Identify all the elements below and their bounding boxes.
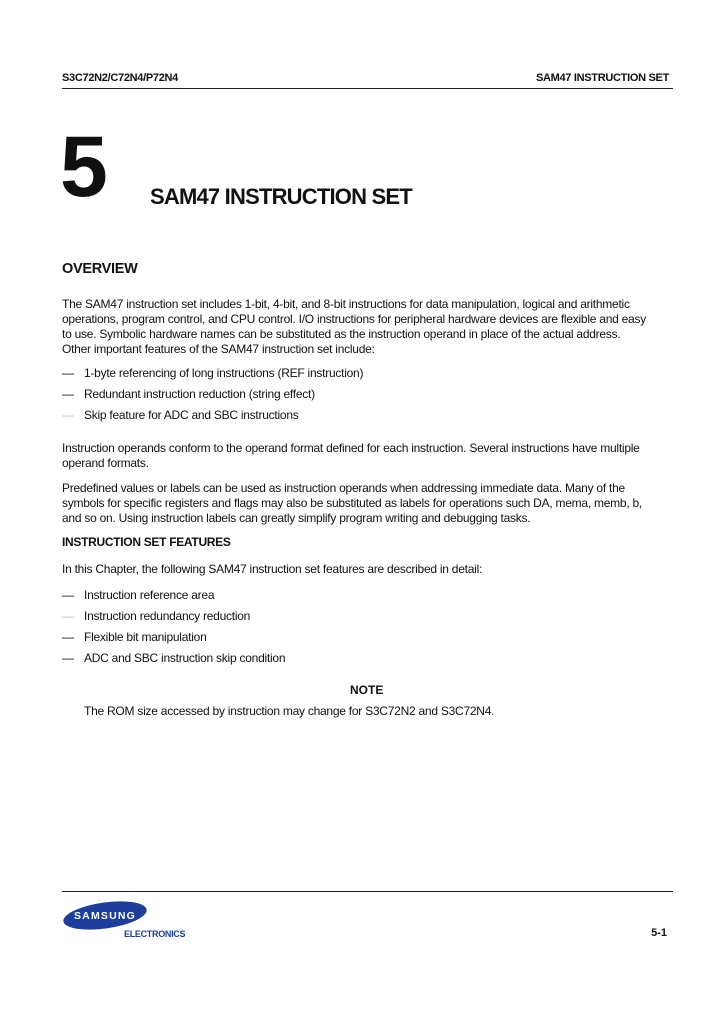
electronics-label: ELECTRONICS [124,929,186,939]
dash-bullet: — [62,366,74,380]
list-item-text: Flexible bit manipulation [84,630,207,644]
doc-part-number: S3C72N2/C72N4/P72N4 [62,72,178,84]
text-line: Predefined values or labels can be used as instruction operands when addressing immediate data. Many of the [62,481,625,495]
predefined-paragraph [62,481,682,526]
note-title: NOTE [350,683,384,697]
text-line: symbols for specific registers and flags may also be substituted as labels for operations such DA, mema, memb, b, [62,496,643,510]
text-line: operand formats. [62,456,149,470]
features-heading: INSTRUCTION SET FEATURES [62,535,231,549]
dash-bullet: — [62,630,74,644]
chapter-number: 5 [60,119,106,215]
note-text: The ROM size accessed by instruction may change for S3C72N2 and S3C72N4. [84,704,495,718]
list-item [62,630,207,645]
features-intro: In this Chapter, the following SAM47 instruction set features are described in detail: [62,562,483,576]
list-item [62,609,250,624]
chapter-title: SAM47 INSTRUCTION SET [150,184,412,209]
dash-bullet: — [62,651,74,665]
list-item-text: Instruction reference area [84,588,215,602]
footer-rule [62,891,673,892]
list-item [62,387,315,402]
dash-bullet: — [62,387,74,401]
list-item-text: ADC and SBC instruction skip condition [84,651,286,665]
operands-paragraph [62,441,682,471]
dash-bullet: — [62,609,74,623]
list-item [62,651,285,666]
list-item-text: Redundant instruction reduction (string effect) [84,387,315,401]
list-item-text: 1-byte referencing of long instructions (REF instruction) [84,366,364,380]
list-item [62,366,363,381]
text-line: operations, program control, and CPU control. I/O instructions for peripheral hardware devices are flexible and easy [62,312,646,326]
list-item-text: Skip feature for ADC and SBC instructions [84,408,299,422]
overview-heading: OVERVIEW [62,261,138,277]
list-item [62,588,214,603]
list-item [62,408,299,423]
text-line: Other important features of the SAM47 instruction set include: [62,342,375,356]
doc-section-title: SAM47 INSTRUCTION SET [535,72,669,84]
logo-wordmark: SAMSUNG [73,910,137,922]
text-line: and so on. Using instruction labels can greatly simplify program writing and debugging tasks. [62,511,531,525]
list-item-text: Instruction redundancy reduction [84,609,251,623]
page-number: 5-1 [651,927,667,939]
samsung-logo [62,899,148,932]
dash-bullet: — [62,588,74,602]
overview-intro-paragraph [62,297,682,357]
text-line: Instruction operands conform to the operand format defined for each instruction. Several instructions have multiple [62,441,640,455]
dash-bullet: — [62,408,74,422]
text-line: to use. Symbolic hardware names can be substituted as the instruction operand in place of the actual address. [62,327,621,341]
header-rule [62,88,673,89]
text-line: The SAM47 instruction set includes 1-bit, 4-bit, and 8-bit instructions for data manipulation, logical and arithmetic [62,297,630,311]
